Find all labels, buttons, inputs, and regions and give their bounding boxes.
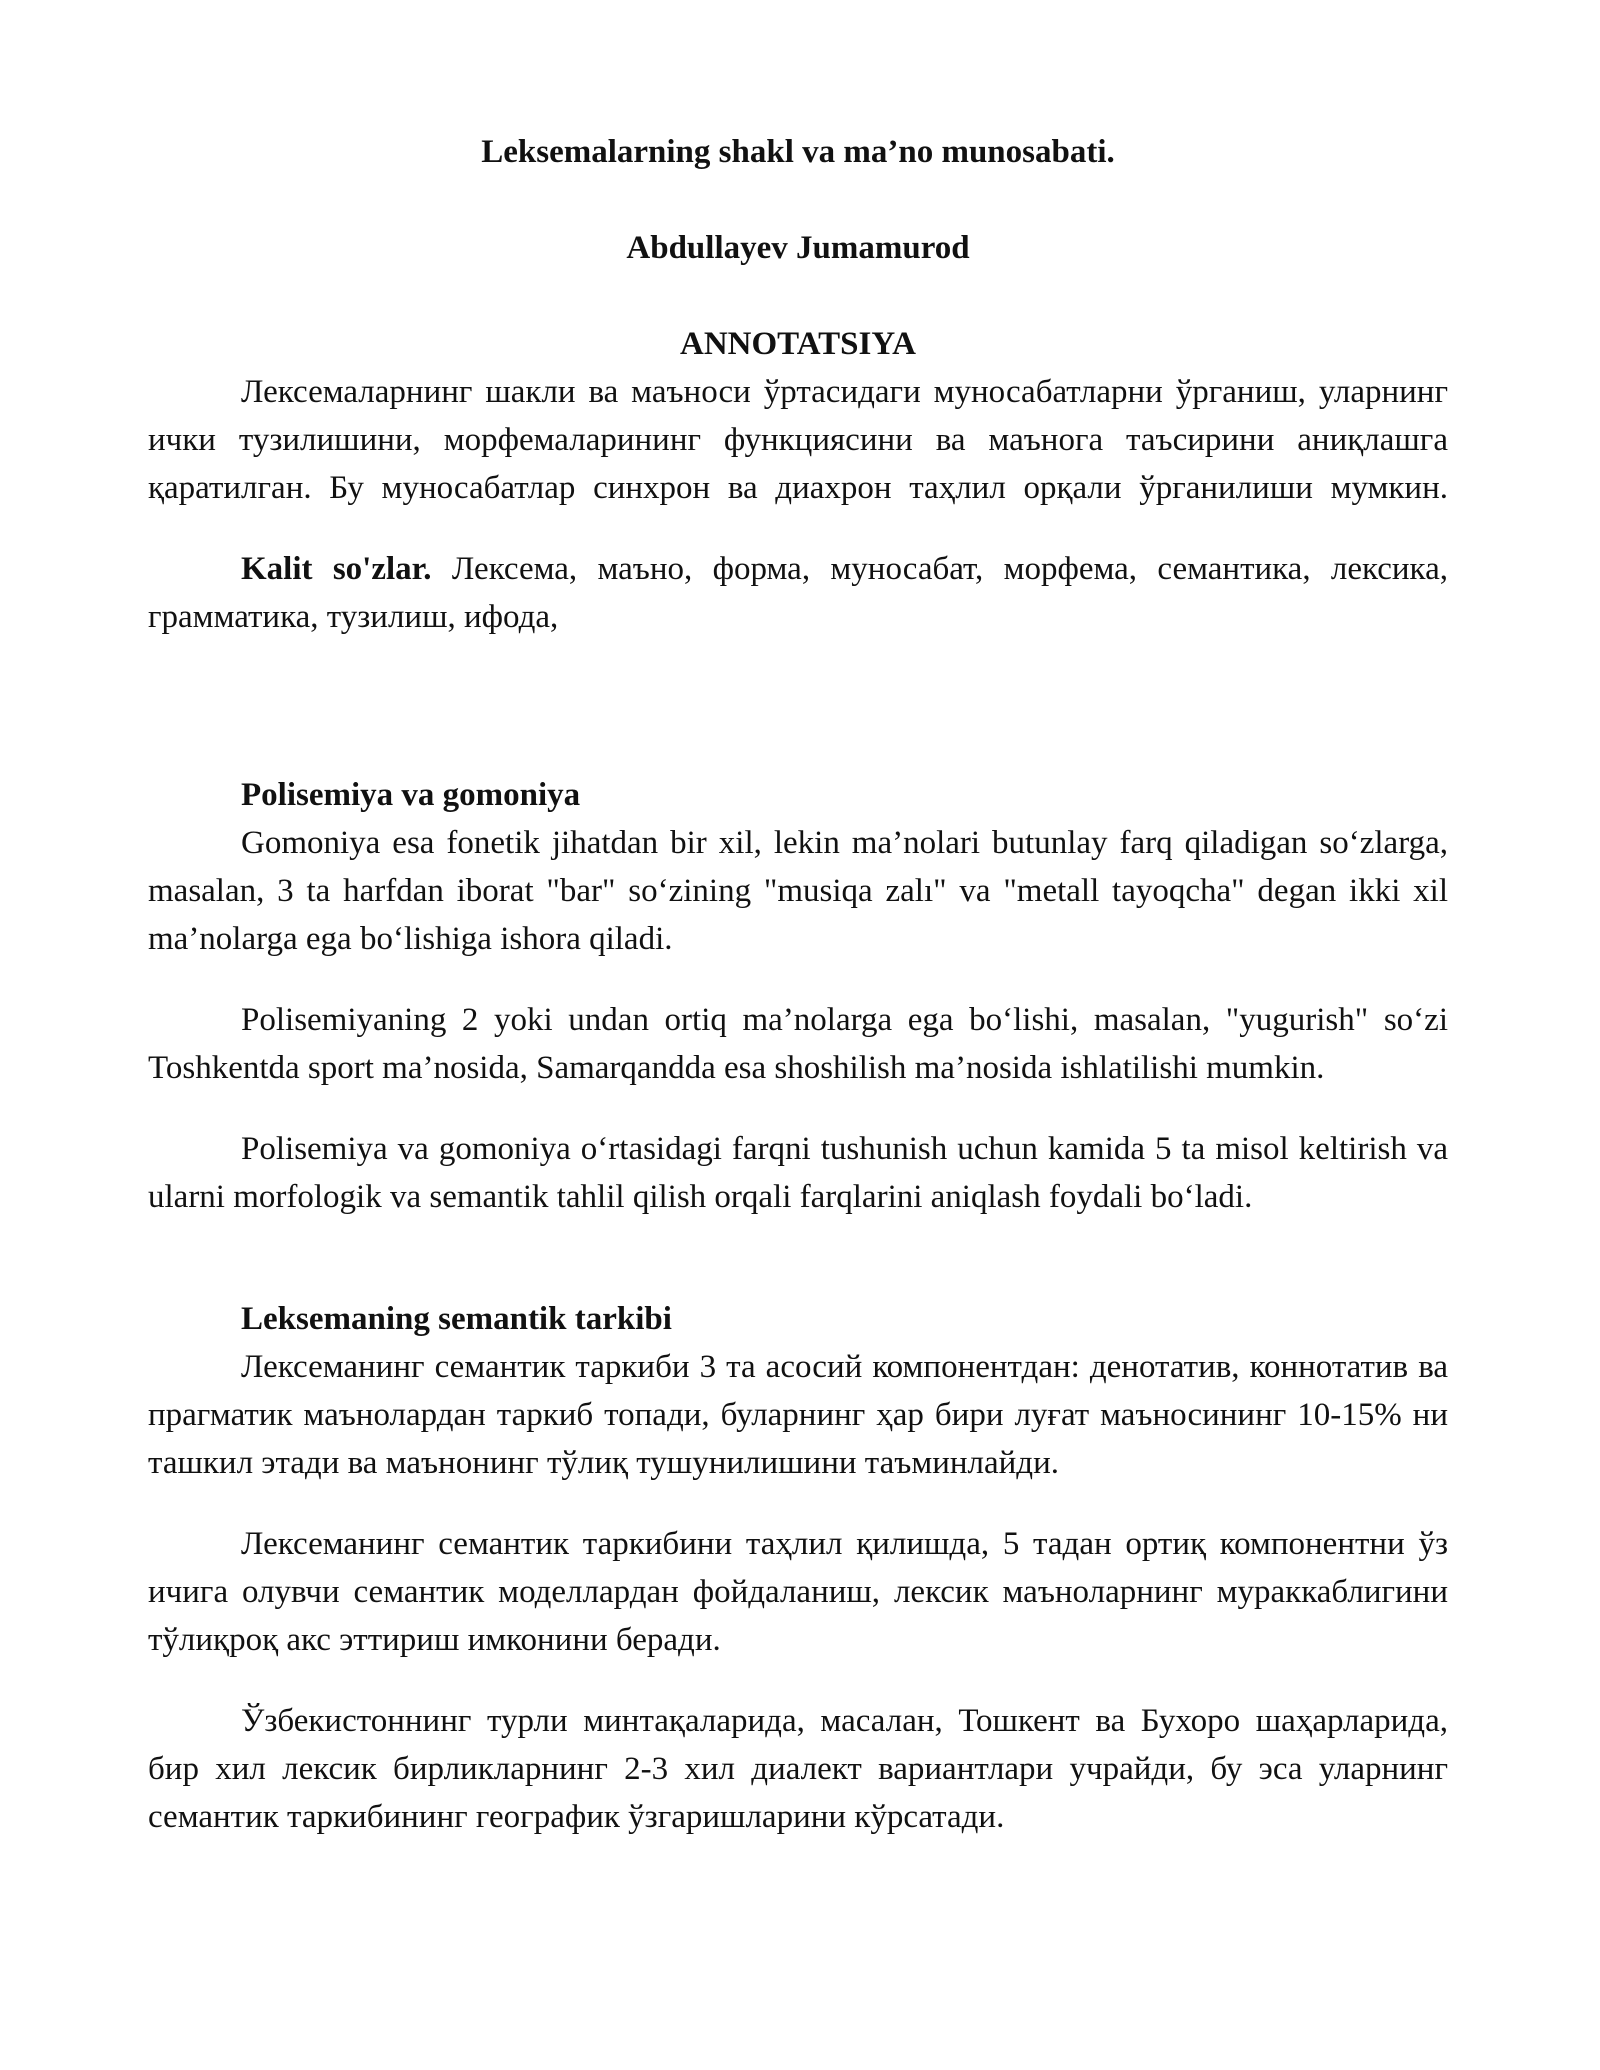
section-paragraph: Polisemiyaning 2 yoki undan ortiq ma’nolarga ega bo‘lishi, masalan, "yugurish" so‘zi Toshkentda sport ma’nosida, Samarqandda esa shoshilish ma’nosida ishlatilishi mumkin.: [148, 1002, 1448, 1086]
abstract-text: Лексемаларнинг шакли ва маъноси ўртасидаги муносабатларни ўрганиш, уларнинг ички тузилишини, морфемаларининг функциясини ва маънога таъсирини аниқлашга қаратилган. Бу муносабатлар синхрон ва диахрон таҳлил орқали ўрганилиши мумкин.: [148, 374, 1448, 506]
spacer: [148, 641, 1448, 771]
keywords-label: Kalit so'zlar.: [241, 551, 432, 587]
section-paragraph: Ўзбекистоннинг турли минтақаларида, масалан, Тошкент ва Бухоро шаҳарларида, бир хил лексик бирликларнинг 2-3 хил диалект вариантлари учрайди, бу эса уларнинг семантик таркибининг географик ўзгаришларини кўрсатади.: [148, 1703, 1448, 1835]
spacer: [148, 1664, 1448, 1697]
document-title: Leksemalarning shakl va ma’no munosabati.: [481, 134, 1115, 170]
section-heading-polisemiya: Polisemiya va gomoniya: [241, 777, 581, 813]
section-paragraph: Лексеманинг семантик таркиби 3 та асосий компонентдан: денотатив, коннотатив ва прагматик маънолардан таркиб топади, буларнинг ҳар бири луғат маъносининг 10-15% ни ташкил этади ва маънонинг тўлиқ тушунилишини таъминлайди.: [148, 1349, 1448, 1481]
section-paragraph: Polisemiya va gomoniya o‘rtasidagi farqni tushunish uchun kamida 5 ta misol keltirish va ularni morfologik va semantik tahlil qilish orqali farqlarini aniqlash foydali bo‘ladi.: [148, 1131, 1448, 1215]
document-page: [148, 128, 1448, 1841]
spacer: [148, 512, 1448, 545]
abstract-heading: ANNOTATSIYA: [680, 326, 916, 362]
spacer: [148, 963, 1448, 996]
keywords-paragraph: [148, 545, 1448, 641]
keywords-text: Лексема, маъно, форма, муносабат, морфема, семантика, лексика, грамматика, тузилиш, ифода,: [148, 551, 1448, 635]
section-paragraph: Лексеманинг семантик таркибини таҳлил қилишда, 5 тадан ортиқ компонентни ўз ичига олувчи семантик моделлардан фойдаланиш, лексик маъноларнинг мураккаблигини тўлиқроқ акс эттириш имконини беради.: [148, 1526, 1448, 1658]
spacer: [148, 1487, 1448, 1520]
section-heading-semantik: Leksemaning semantik tarkibi: [241, 1301, 672, 1337]
section-paragraph: Gomoniya esa fonetik jihatdan bir xil, lekin ma’nolari butunlay farq qiladigan so‘zlarga, masalan, 3 ta harfdan iborat "bar" so‘zining "musiqa zalı" va "metall tayoqcha" degan ikki xil ma’nolarga ega bo‘lishiga ishora qiladi.: [148, 825, 1448, 957]
spacer: [148, 1221, 1448, 1295]
spacer: [148, 1092, 1448, 1125]
document-author: Abdullayev Jumamurod: [626, 230, 970, 266]
